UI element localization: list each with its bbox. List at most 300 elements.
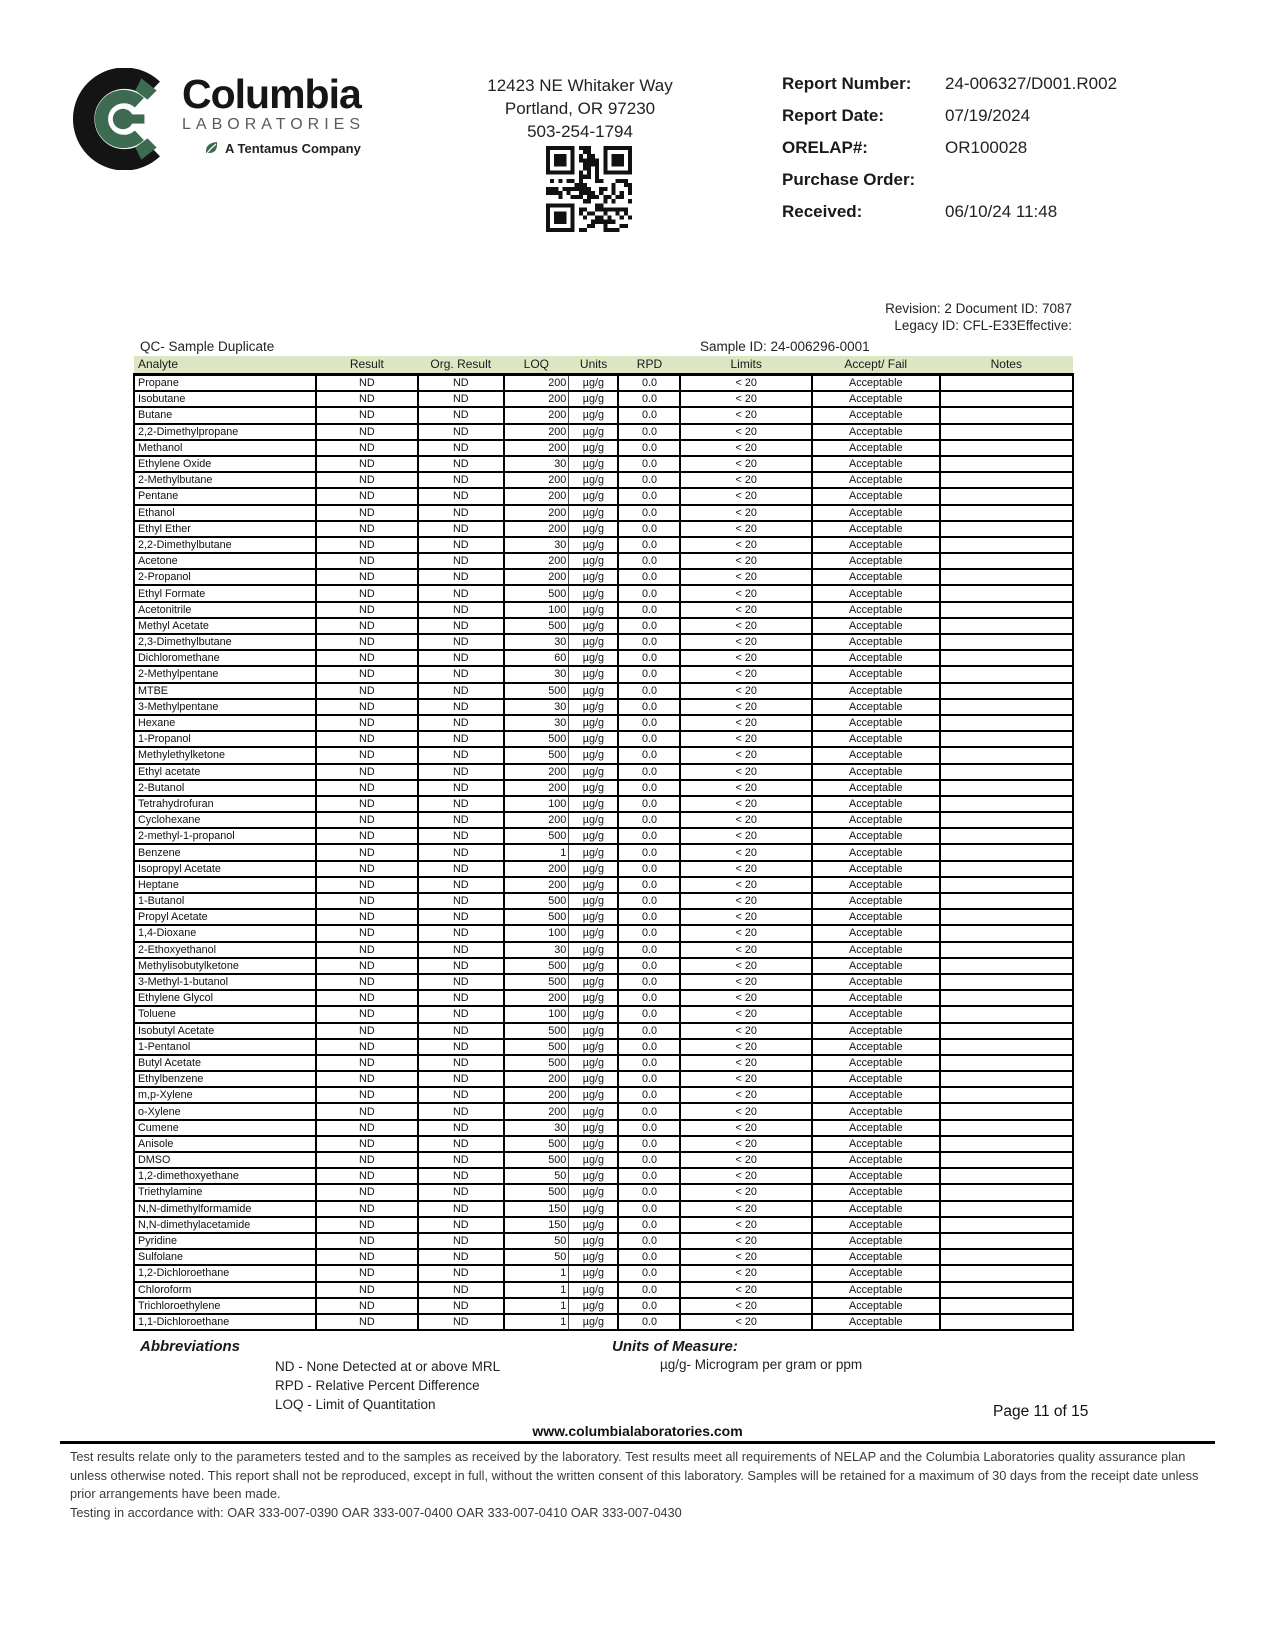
table-cell: 0.0	[618, 909, 680, 925]
leaf-icon	[204, 140, 220, 156]
table-cell: Acceptable	[812, 602, 940, 618]
table-row	[134, 1233, 1073, 1249]
report-field-label: Report Number:	[782, 74, 912, 93]
table-cell: 0.0	[618, 699, 680, 715]
table-cell: Acceptable	[812, 1136, 940, 1152]
table-cell: µg/g	[569, 1120, 619, 1136]
table-cell	[940, 715, 1073, 731]
table-cell: ND	[418, 764, 504, 780]
table-cell: N,N-dimethylacetamide	[134, 1217, 316, 1233]
table-cell: 50	[504, 1233, 569, 1249]
table-cell: Acceptable	[812, 1265, 940, 1281]
table-cell: 0.0	[618, 828, 680, 844]
table-cell: ND	[418, 537, 504, 553]
table-cell: ND	[316, 1120, 417, 1136]
table-cell	[940, 828, 1073, 844]
table-cell: ND	[316, 861, 417, 877]
table-cell: ND	[316, 1168, 417, 1184]
table-cell: 0.0	[618, 1265, 680, 1281]
table-cell: µg/g	[569, 1152, 619, 1168]
table-cell: ND	[316, 1265, 417, 1281]
table-row	[134, 1120, 1073, 1136]
table-cell: Acceptable	[812, 828, 940, 844]
table-cell	[940, 1023, 1073, 1039]
table-cell	[940, 618, 1073, 634]
table-cell: Acceptable	[812, 537, 940, 553]
table-cell: 1-Propanol	[134, 731, 316, 747]
table-cell: Methyl Acetate	[134, 618, 316, 634]
table-cell: ND	[418, 1055, 504, 1071]
section-title: QC- Sample Duplicate	[140, 339, 275, 354]
table-cell: ND	[316, 715, 417, 731]
table-cell: Acceptable	[812, 472, 940, 488]
table-cell: Acceptable	[812, 844, 940, 860]
address-line2: Portland, OR 97230	[504, 99, 656, 118]
table-cell: 0.0	[618, 796, 680, 812]
table-cell: ND	[316, 1087, 417, 1103]
table-cell: ND	[418, 618, 504, 634]
table-cell: µg/g	[569, 861, 619, 877]
table-cell: ND	[418, 472, 504, 488]
table-cell: µg/g	[569, 1103, 619, 1119]
table-cell: ND	[316, 909, 417, 925]
table-cell: 0.0	[618, 553, 680, 569]
table-cell: Acceptable	[812, 407, 940, 423]
report-field-label: Report Date:	[782, 106, 885, 125]
table-cell: < 20	[680, 1265, 811, 1281]
table-cell	[940, 844, 1073, 860]
table-cell: ND	[418, 1168, 504, 1184]
table-cell	[940, 456, 1073, 472]
table-cell: Acceptable	[812, 1184, 940, 1200]
table-cell: µg/g	[569, 1282, 619, 1298]
table-cell: < 20	[680, 861, 811, 877]
table-cell: ND	[418, 699, 504, 715]
table-cell: < 20	[680, 942, 811, 958]
table-row	[134, 877, 1073, 893]
table-cell: m,p-Xylene	[134, 1087, 316, 1103]
table-cell: Acceptable	[812, 1314, 940, 1330]
table-cell: Heptane	[134, 877, 316, 893]
table-cell: 0.0	[618, 407, 680, 423]
table-cell: 0.0	[618, 683, 680, 699]
table-cell: 30	[504, 456, 569, 472]
table-cell: µg/g	[569, 1023, 619, 1039]
table-cell: 0.0	[618, 1217, 680, 1233]
table-cell: < 20	[680, 1071, 811, 1087]
table-cell	[940, 747, 1073, 763]
table-cell: ND	[316, 440, 417, 456]
table-cell: 0.0	[618, 844, 680, 860]
table-cell: 0.0	[618, 1039, 680, 1055]
table-row	[134, 1265, 1073, 1281]
table-cell: 0.0	[618, 1201, 680, 1217]
table-cell: ND	[316, 1071, 417, 1087]
table-cell	[940, 974, 1073, 990]
table-cell	[940, 391, 1073, 407]
table-cell: < 20	[680, 407, 811, 423]
table-cell: Butyl Acetate	[134, 1055, 316, 1071]
table-cell: 200	[504, 990, 569, 1006]
table-cell: < 20	[680, 521, 811, 537]
table-cell: Triethylamine	[134, 1184, 316, 1200]
table-cell: ND	[316, 1314, 417, 1330]
report-field-row	[782, 202, 1202, 222]
table-cell: µg/g	[569, 812, 619, 828]
revision-block	[885, 300, 1072, 334]
table-cell: 0.0	[618, 505, 680, 521]
table-cell: Acceptable	[812, 1282, 940, 1298]
table-row	[134, 375, 1073, 392]
table-cell: µg/g	[569, 602, 619, 618]
table-cell: Acceptable	[812, 1233, 940, 1249]
table-cell: ND	[418, 828, 504, 844]
table-row	[134, 407, 1073, 423]
table-cell	[940, 585, 1073, 601]
table-cell: ND	[418, 1282, 504, 1298]
table-cell: Acceptable	[812, 553, 940, 569]
table-cell: µg/g	[569, 925, 619, 941]
table-cell: < 20	[680, 456, 811, 472]
table-cell: 0.0	[618, 650, 680, 666]
table-cell: 0.0	[618, 1087, 680, 1103]
lab-address	[440, 74, 720, 143]
col-header-accept-fail: Accept/ Fail	[812, 356, 940, 375]
table-cell: 0.0	[618, 1282, 680, 1298]
table-cell: < 20	[680, 391, 811, 407]
table-cell: 150	[504, 1201, 569, 1217]
table-cell	[940, 1314, 1073, 1330]
table-cell: ND	[316, 828, 417, 844]
table-cell: < 20	[680, 893, 811, 909]
table-row	[134, 1136, 1073, 1152]
table-cell: 0.0	[618, 472, 680, 488]
col-header-loq: LOQ	[504, 356, 569, 375]
table-cell: ND	[316, 1039, 417, 1055]
table-cell	[940, 796, 1073, 812]
table-cell	[940, 764, 1073, 780]
table-cell: ND	[316, 1152, 417, 1168]
table-cell: < 20	[680, 796, 811, 812]
table-cell: Acetone	[134, 553, 316, 569]
table-row	[134, 650, 1073, 666]
table-cell: 0.0	[618, 1152, 680, 1168]
table-cell: 0.0	[618, 602, 680, 618]
table-cell: < 20	[680, 488, 811, 504]
logo-tagline: A Tentamus Company	[225, 140, 361, 156]
table-cell: Acceptable	[812, 683, 940, 699]
table-cell: < 20	[680, 764, 811, 780]
table-cell: µg/g	[569, 683, 619, 699]
table-row	[134, 893, 1073, 909]
table-cell: 2,2-Dimethylpropane	[134, 424, 316, 440]
table-cell: µg/g	[569, 699, 619, 715]
table-cell: ND	[418, 391, 504, 407]
revision-line: Revision: 2 Document ID: 7087	[885, 301, 1072, 316]
table-cell: Propyl Acetate	[134, 909, 316, 925]
table-cell: MTBE	[134, 683, 316, 699]
table-cell	[940, 1006, 1073, 1022]
table-cell: 0.0	[618, 1023, 680, 1039]
table-cell: 0.0	[618, 731, 680, 747]
table-cell: 200	[504, 812, 569, 828]
table-cell: Acceptable	[812, 440, 940, 456]
table-cell: µg/g	[569, 440, 619, 456]
table-cell: Acceptable	[812, 877, 940, 893]
table-cell: µg/g	[569, 909, 619, 925]
table-cell: ND	[418, 958, 504, 974]
table-cell: 500	[504, 618, 569, 634]
table-cell: 0.0	[618, 375, 680, 392]
table-cell	[940, 375, 1073, 392]
table-cell: < 20	[680, 828, 811, 844]
table-cell	[940, 472, 1073, 488]
table-cell: Cyclohexane	[134, 812, 316, 828]
table-cell: 500	[504, 893, 569, 909]
table-cell: µg/g	[569, 488, 619, 504]
table-cell: µg/g	[569, 990, 619, 1006]
table-cell: 0.0	[618, 974, 680, 990]
table-row	[134, 683, 1073, 699]
table-cell: ND	[316, 537, 417, 553]
table-cell: 500	[504, 585, 569, 601]
table-cell: 50	[504, 1249, 569, 1265]
table-cell: Dichloromethane	[134, 650, 316, 666]
table-cell: < 20	[680, 440, 811, 456]
website-link[interactable]: www.columbialaboratories.com	[532, 1423, 743, 1439]
table-cell	[940, 683, 1073, 699]
table-cell: < 20	[680, 1233, 811, 1249]
table-cell	[940, 942, 1073, 958]
table-cell: Acceptable	[812, 942, 940, 958]
table-cell: < 20	[680, 699, 811, 715]
table-cell: 200	[504, 521, 569, 537]
table-cell: µg/g	[569, 505, 619, 521]
table-cell: ND	[316, 974, 417, 990]
table-cell: Isobutane	[134, 391, 316, 407]
table-cell: 0.0	[618, 585, 680, 601]
table-cell	[940, 812, 1073, 828]
table-cell: ND	[418, 666, 504, 682]
table-cell: ND	[418, 1103, 504, 1119]
table-cell: 500	[504, 1184, 569, 1200]
table-cell: ND	[316, 958, 417, 974]
table-cell: 60	[504, 650, 569, 666]
table-cell: < 20	[680, 990, 811, 1006]
sample-id: Sample ID: 24-006296-0001	[700, 339, 870, 354]
table-cell: 500	[504, 747, 569, 763]
table-cell: Acetonitrile	[134, 602, 316, 618]
table-cell: 500	[504, 683, 569, 699]
report-field-row	[782, 138, 1202, 158]
table-cell: ND	[316, 699, 417, 715]
table-cell: < 20	[680, 683, 811, 699]
company-logo	[72, 68, 372, 170]
table-row	[134, 472, 1073, 488]
table-cell: < 20	[680, 1314, 811, 1330]
table-cell: 0.0	[618, 1233, 680, 1249]
table-cell: < 20	[680, 925, 811, 941]
table-row	[134, 828, 1073, 844]
table-cell: 2-Butanol	[134, 780, 316, 796]
table-cell: 500	[504, 909, 569, 925]
table-cell: 2-Methylbutane	[134, 472, 316, 488]
table-cell	[940, 1152, 1073, 1168]
table-cell: ND	[316, 877, 417, 893]
table-cell	[940, 877, 1073, 893]
table-cell	[940, 1103, 1073, 1119]
table-cell	[940, 925, 1073, 941]
table-cell: 1	[504, 1265, 569, 1281]
abbreviations-list	[275, 1357, 500, 1414]
table-cell: µg/g	[569, 1298, 619, 1314]
logo-name: Columbia	[182, 71, 361, 117]
table-cell: ND	[418, 602, 504, 618]
table-cell: < 20	[680, 1087, 811, 1103]
table-row	[134, 456, 1073, 472]
table-cell: µg/g	[569, 764, 619, 780]
table-cell: ND	[316, 1298, 417, 1314]
table-cell: ND	[316, 1249, 417, 1265]
table-cell: Acceptable	[812, 1168, 940, 1184]
col-header-analyte: Analyte	[134, 356, 316, 375]
table-row	[134, 1055, 1073, 1071]
table-cell: 200	[504, 780, 569, 796]
table-cell: 0.0	[618, 715, 680, 731]
table-cell: µg/g	[569, 731, 619, 747]
report-field-value: 07/19/2024	[945, 106, 1031, 125]
table-cell: 0.0	[618, 1006, 680, 1022]
table-row	[134, 1071, 1073, 1087]
table-cell: µg/g	[569, 1201, 619, 1217]
table-cell: ND	[418, 375, 504, 392]
table-cell: Acceptable	[812, 1152, 940, 1168]
table-cell: Isobutyl Acetate	[134, 1023, 316, 1039]
table-cell: 3-Methylpentane	[134, 699, 316, 715]
table-cell: µg/g	[569, 1087, 619, 1103]
table-cell: 0.0	[618, 537, 680, 553]
col-header-notes: Notes	[940, 356, 1073, 375]
table-cell: ND	[418, 893, 504, 909]
table-cell: 2-methyl-1-propanol	[134, 828, 316, 844]
table-cell: < 20	[680, 844, 811, 860]
table-cell: Acceptable	[812, 974, 940, 990]
table-cell: 0.0	[618, 861, 680, 877]
table-cell: µg/g	[569, 877, 619, 893]
table-cell: Tetrahydrofuran	[134, 796, 316, 812]
table-cell: 0.0	[618, 618, 680, 634]
table-cell: ND	[418, 942, 504, 958]
table-cell: 0.0	[618, 1249, 680, 1265]
table-cell: µg/g	[569, 1136, 619, 1152]
table-row	[134, 699, 1073, 715]
table-cell: 200	[504, 861, 569, 877]
table-row	[134, 1039, 1073, 1055]
table-row	[134, 1168, 1073, 1184]
table-row	[134, 1314, 1073, 1330]
table-cell: µg/g	[569, 1265, 619, 1281]
abbreviations-title: Abbreviations	[140, 1338, 241, 1355]
table-row	[134, 602, 1073, 618]
table-cell: ND	[316, 553, 417, 569]
table-row	[134, 440, 1073, 456]
table-cell: 0.0	[618, 1168, 680, 1184]
table-cell: ND	[316, 1233, 417, 1249]
table-cell: ND	[316, 666, 417, 682]
table-cell: ND	[418, 488, 504, 504]
table-cell: 200	[504, 391, 569, 407]
table-cell: Acceptable	[812, 618, 940, 634]
table-cell: Ethyl Formate	[134, 585, 316, 601]
table-cell: 0.0	[618, 893, 680, 909]
table-cell: ND	[418, 553, 504, 569]
table-cell: ND	[418, 1217, 504, 1233]
report-field-value: OR100028	[945, 138, 1028, 157]
table-cell: ND	[418, 877, 504, 893]
table-cell: 0.0	[618, 990, 680, 1006]
table-cell: 2,3-Dimethylbutane	[134, 634, 316, 650]
table-cell: Acceptable	[812, 699, 940, 715]
table-cell: Acceptable	[812, 958, 940, 974]
table-cell: ND	[418, 1249, 504, 1265]
table-cell: Methanol	[134, 440, 316, 456]
table-cell: µg/g	[569, 828, 619, 844]
table-cell: µg/g	[569, 618, 619, 634]
disclaimer-paragraph: Test results relate only to the parameters tested and to the samples as received by the laboratory. Test results meet all requirements of NELAP and the Columbia Laboratories quality assurance plan unless otherwise noted. This report shall not be reproduced, except in full, without the written consent of this laboratory. Samples will be retained for a maximum of 30 days from the receipt date unless prior arrangements have been made.	[70, 1449, 1199, 1501]
table-row	[134, 909, 1073, 925]
report-field-value: 06/10/24 11:48	[945, 202, 1058, 221]
table-row	[134, 1103, 1073, 1119]
table-cell: Pentane	[134, 488, 316, 504]
disclaimer-text	[70, 1448, 1215, 1522]
table-cell: Acceptable	[812, 925, 940, 941]
table-cell: 200	[504, 553, 569, 569]
table-cell: o-Xylene	[134, 1103, 316, 1119]
table-cell: Acceptable	[812, 747, 940, 763]
table-cell: < 20	[680, 1217, 811, 1233]
table-row	[134, 925, 1073, 941]
table-cell: ND	[418, 1120, 504, 1136]
table-cell: Cumene	[134, 1120, 316, 1136]
table-cell: < 20	[680, 780, 811, 796]
table-cell: 0.0	[618, 488, 680, 504]
table-cell: ND	[316, 618, 417, 634]
table-cell: Anisole	[134, 1136, 316, 1152]
table-cell: 0.0	[618, 521, 680, 537]
report-field-label: ORELAP#:	[782, 138, 868, 157]
table-cell: µg/g	[569, 1249, 619, 1265]
table-cell: µg/g	[569, 634, 619, 650]
table-cell: Acceptable	[812, 780, 940, 796]
table-cell: < 20	[680, 666, 811, 682]
table-cell: Acceptable	[812, 650, 940, 666]
table-cell: 500	[504, 1023, 569, 1039]
table-cell: 500	[504, 958, 569, 974]
table-cell: 200	[504, 424, 569, 440]
table-cell: Methylethylketone	[134, 747, 316, 763]
abbrev-loq: LOQ - Limit of Quantitation	[275, 1397, 436, 1412]
results-table	[133, 356, 1074, 1331]
table-cell: 3-Methyl-1-butanol	[134, 974, 316, 990]
table-cell: µg/g	[569, 974, 619, 990]
table-cell: µg/g	[569, 569, 619, 585]
table-cell	[940, 1071, 1073, 1087]
table-cell: µg/g	[569, 1314, 619, 1330]
table-cell: µg/g	[569, 521, 619, 537]
table-cell: µg/g	[569, 456, 619, 472]
table-cell: Acceptable	[812, 861, 940, 877]
table-row	[134, 974, 1073, 990]
